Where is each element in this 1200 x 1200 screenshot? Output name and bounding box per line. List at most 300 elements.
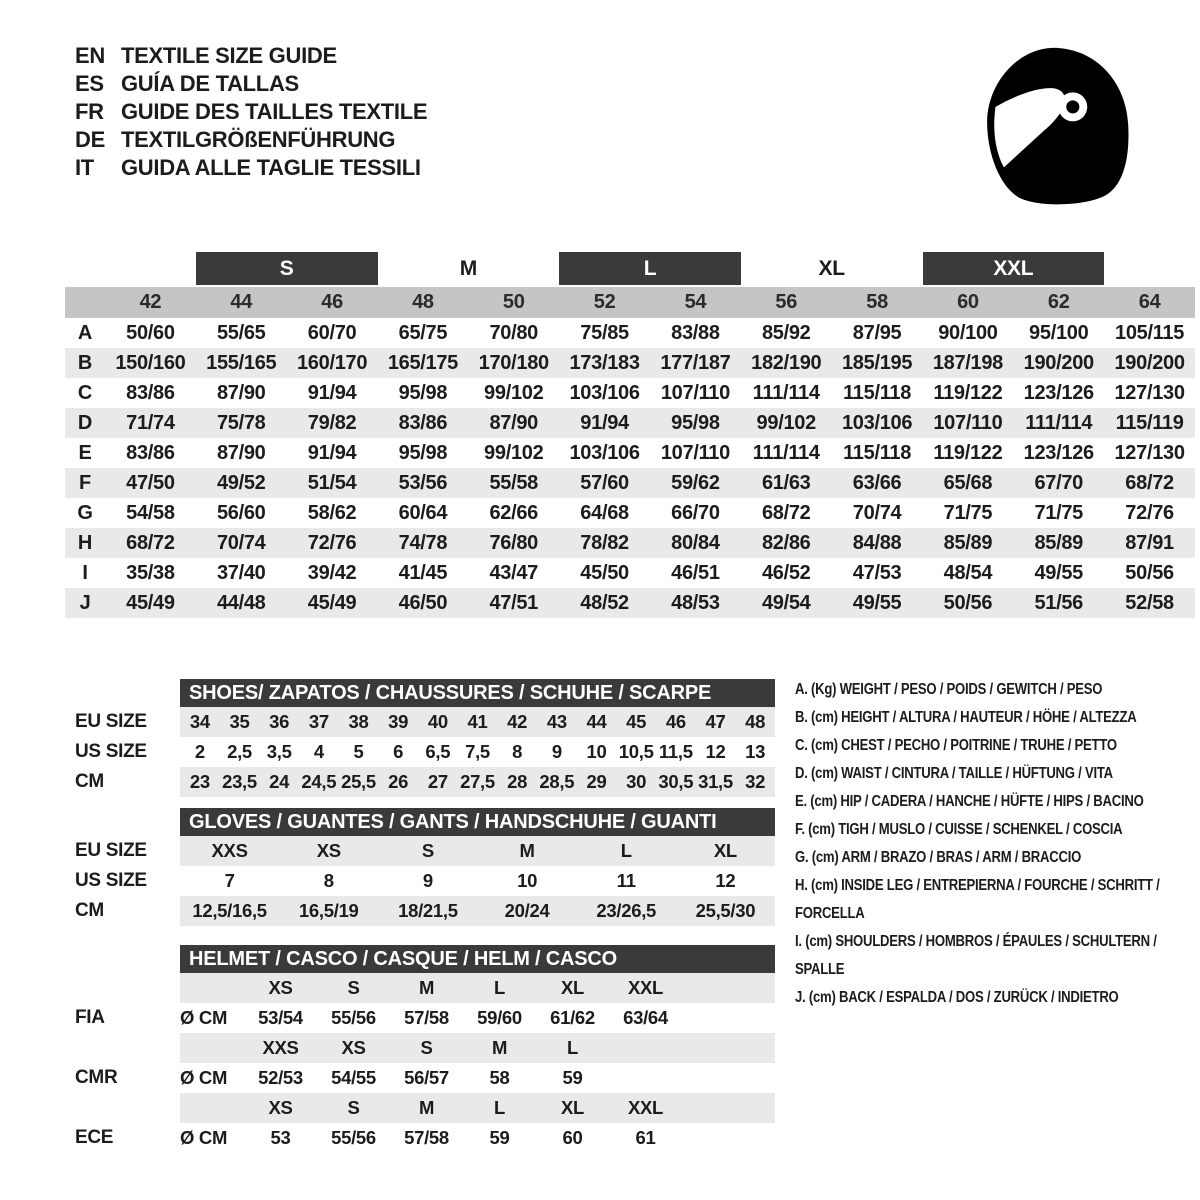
size-value: 82/86 xyxy=(761,531,811,554)
size-value: 155/165 xyxy=(206,351,277,374)
row-label: EU SIZE xyxy=(75,840,147,861)
measure-row-b xyxy=(65,348,1195,378)
language-title-list xyxy=(75,42,427,182)
unit-spacer xyxy=(180,973,244,1003)
size-value: 127/130 xyxy=(1114,381,1185,404)
diameter-unit-label: Ø CM xyxy=(180,1067,228,1088)
size-group-s: S xyxy=(196,252,378,285)
size-value: 30,5 xyxy=(658,771,694,792)
legend-item-e: E. (cm) HIP / CADERA / HANCHE / HÜFTE / HIPS / BACINO xyxy=(795,793,1144,810)
gloves-section-row-us-size xyxy=(75,866,775,896)
helmet-size-value: 53/54 xyxy=(258,1007,303,1028)
standard-label-fia: FIA xyxy=(75,1007,105,1028)
size-value: 177/187 xyxy=(660,351,731,374)
helmet-size-label: M xyxy=(491,1037,508,1058)
size-value: 90/100 xyxy=(938,321,998,344)
numeric-size: 60 xyxy=(957,291,979,313)
size-value: 32 xyxy=(745,771,766,792)
size-value: 55/58 xyxy=(489,471,539,494)
size-value: 107/110 xyxy=(660,441,730,464)
helmet-title: HELMET / CASCO / CASQUE / HELM / CASCO xyxy=(180,945,775,973)
size-value: 72/76 xyxy=(1125,501,1174,524)
numeric-size: 64 xyxy=(1138,291,1161,313)
size-value: 173/183 xyxy=(569,351,640,374)
size-value: 12,5/16,5 xyxy=(192,900,267,921)
size-value: 83/86 xyxy=(398,411,448,434)
size-value: 36 xyxy=(269,711,290,732)
label-column-spacer xyxy=(75,679,180,707)
legend-item-h: H. (cm) INSIDE LEG / ENTREPIERNA / FOURCHE / SCHRITT / FORCELLA xyxy=(795,877,1160,922)
size-value: 182/190 xyxy=(751,351,822,374)
size-value: 71/75 xyxy=(943,501,993,524)
measure-row-a xyxy=(65,318,1195,348)
size-group-row xyxy=(65,252,1195,285)
language-title: TEXTILGRÖßENFÜHRUNG xyxy=(121,127,396,152)
numeric-size: 56 xyxy=(775,291,798,313)
helmet-size-label: S xyxy=(347,977,360,998)
size-value: 47/53 xyxy=(852,561,902,584)
size-value: 111/114 xyxy=(752,381,820,404)
size-value: 47 xyxy=(705,711,726,732)
size-value: 10 xyxy=(586,741,607,762)
size-value: 87/90 xyxy=(489,411,539,434)
size-value: 99/102 xyxy=(484,441,544,464)
size-value: 29 xyxy=(586,771,607,792)
size-value: 165/175 xyxy=(387,351,459,374)
helmet-values xyxy=(180,1123,775,1153)
size-value: 75/85 xyxy=(580,321,629,344)
size-value: 40 xyxy=(427,711,448,732)
size-value: 76/80 xyxy=(489,531,539,554)
legend-item-a: A. (Kg) WEIGHT / PESO / POIDS / GEWITCH / PESO xyxy=(795,681,1103,698)
size-value: 48/54 xyxy=(943,561,993,584)
diameter-unit-label: Ø CM xyxy=(180,1007,228,1028)
size-value: 48/52 xyxy=(580,591,629,614)
helmet-size-label: XS xyxy=(341,1037,366,1058)
size-value: 42 xyxy=(507,711,528,732)
size-value: 83/86 xyxy=(126,381,175,404)
size-value: 53/56 xyxy=(398,471,448,494)
size-value: 123/126 xyxy=(1023,441,1094,464)
size-value: 95/98 xyxy=(671,411,720,434)
size-value: 20/24 xyxy=(504,900,550,921)
size-value: 47/51 xyxy=(489,591,539,614)
row-letter: C xyxy=(77,381,93,404)
shoes-section-values xyxy=(180,767,775,797)
size-value: 58/62 xyxy=(307,501,357,524)
legend-item-g: G. (cm) ARM / BRAZO / BRAS / ARM / BRACCIO xyxy=(795,849,1082,866)
size-value: 30 xyxy=(626,771,647,792)
gloves-section-row-cm xyxy=(75,896,775,926)
helmet-size-label xyxy=(609,1033,682,1063)
shoes-section-title: SHOES/ ZAPATOS / CHAUSSURES / SCHUHE / SCARPE xyxy=(180,679,775,707)
gloves-section-row-eu-size xyxy=(75,836,775,866)
size-value: 18/21,5 xyxy=(398,900,458,921)
shoes-section-values xyxy=(180,707,775,737)
label-column-spacer xyxy=(75,945,180,973)
numeric-size: 46 xyxy=(321,291,343,313)
size-value: 27 xyxy=(427,771,448,792)
size-value: 51/54 xyxy=(307,471,357,494)
numeric-size: 52 xyxy=(593,291,616,313)
helmet-section xyxy=(75,945,775,1153)
helmet-size-value: 53 xyxy=(270,1127,291,1148)
helmet-size-value: 59 xyxy=(489,1127,510,1148)
size-value: 65/75 xyxy=(398,321,448,344)
size-value: 160/170 xyxy=(296,351,368,374)
helmet-values-row-fia xyxy=(75,1003,775,1033)
helmet-size-label: S xyxy=(420,1037,433,1058)
helmet-size-label: L xyxy=(493,977,505,998)
language-title: GUIDE DES TAILLES TEXTILE xyxy=(121,99,428,124)
size-value: 44 xyxy=(586,711,607,732)
helmet-size-label: XL xyxy=(560,1097,585,1118)
size-value: 51/56 xyxy=(1034,591,1084,614)
size-value: 72/76 xyxy=(307,531,357,554)
helmet-size-labels xyxy=(180,973,775,1003)
helmet-size-value: 59 xyxy=(562,1067,583,1088)
helmet-size-label: L xyxy=(566,1037,578,1058)
unit-spacer xyxy=(180,1033,244,1063)
helmet-size-value: 61/62 xyxy=(550,1007,595,1028)
size-value: 78/82 xyxy=(580,531,629,554)
size-value: 61/63 xyxy=(761,471,811,494)
size-value: 35/38 xyxy=(126,561,175,584)
size-value: 170/180 xyxy=(478,351,549,374)
helmet-size-label: L xyxy=(493,1097,505,1118)
size-value: 6 xyxy=(393,741,404,762)
size-value: 5 xyxy=(353,741,364,762)
row-letter: B xyxy=(77,351,93,374)
numeric-size: 62 xyxy=(1047,291,1070,313)
size-value: 75/78 xyxy=(216,411,266,434)
helmet-values xyxy=(180,1063,775,1093)
language-title: GUÍA DE TALLAS xyxy=(121,71,299,96)
size-value: 150/160 xyxy=(115,351,186,374)
size-value: 9 xyxy=(551,741,562,762)
measure-row-g xyxy=(65,498,1195,528)
standard-label-ece: ECE xyxy=(75,1127,114,1148)
measure-row-j xyxy=(65,588,1195,618)
size-value: 24 xyxy=(269,771,290,792)
helmet-size-value: 55/56 xyxy=(331,1127,376,1148)
size-value: 111/114 xyxy=(1025,411,1093,434)
row-label: EU SIZE xyxy=(75,711,147,732)
measure-row-f xyxy=(65,468,1195,498)
helmet-size-value xyxy=(609,1063,682,1093)
measure-row-d xyxy=(65,408,1195,438)
size-value: 84/88 xyxy=(852,531,902,554)
legend-item-i: I. (cm) SHOULDERS / HOMBROS / ÉPAULES / SCHULTERN / SPALLE xyxy=(795,933,1157,978)
size-value: 119/122 xyxy=(933,441,1003,464)
size-value: 68/72 xyxy=(761,501,811,524)
numeric-size: 58 xyxy=(866,291,888,313)
size-value: 47/50 xyxy=(126,471,175,494)
row-label-spacer xyxy=(75,1033,180,1063)
size-value: 49/52 xyxy=(216,471,266,494)
size-value: 67/70 xyxy=(1034,471,1084,494)
size-value: 16,5/19 xyxy=(298,900,359,921)
standard-label-cmr: CMR xyxy=(75,1067,118,1088)
size-value: 111/114 xyxy=(752,441,820,464)
size-value: 46/50 xyxy=(398,591,448,614)
size-value: 3,5 xyxy=(266,741,292,762)
size-value: 9 xyxy=(422,870,433,891)
size-value: 38 xyxy=(348,711,369,732)
row-label: CM xyxy=(75,771,104,792)
size-value: 185/195 xyxy=(841,351,913,374)
size-value: L xyxy=(620,840,632,861)
size-value: 91/94 xyxy=(580,411,629,434)
size-value: 48/53 xyxy=(671,591,720,614)
size-value: 23 xyxy=(189,771,210,792)
size-value: 11,5 xyxy=(658,741,693,762)
size-value: 24,5 xyxy=(301,771,337,792)
language-title: TEXTILE SIZE GUIDE xyxy=(121,43,337,68)
textile-size-table xyxy=(65,252,1195,618)
size-value: 103/106 xyxy=(569,441,640,464)
size-value: 115/118 xyxy=(843,441,912,464)
size-value: 45/49 xyxy=(307,591,357,614)
size-value: 27,5 xyxy=(460,771,495,792)
size-value: 83/88 xyxy=(671,321,720,344)
language-code: IT xyxy=(75,155,94,180)
size-value: 60/64 xyxy=(398,501,448,524)
size-value: 50/56 xyxy=(1125,561,1174,584)
size-value: 45/49 xyxy=(126,591,175,614)
helmet-sizes-row-cmr xyxy=(75,1033,775,1063)
size-value: 64/68 xyxy=(580,501,629,524)
size-group-xl: XL xyxy=(818,256,845,280)
size-value: 99/102 xyxy=(484,381,544,404)
size-value: 70/74 xyxy=(216,531,266,554)
size-value: 2,5 xyxy=(227,741,252,762)
size-value: 52/58 xyxy=(1125,591,1174,614)
language-row-fr xyxy=(75,98,427,126)
size-value: 119/122 xyxy=(933,381,1003,404)
size-value: 105/115 xyxy=(1115,321,1185,344)
size-value: 48 xyxy=(745,711,766,732)
size-value: 49/55 xyxy=(1034,561,1084,584)
size-value: 123/126 xyxy=(1023,381,1094,404)
size-value: 79/82 xyxy=(307,411,357,434)
gloves-section-title-row xyxy=(75,808,775,836)
language-row-it xyxy=(75,154,427,182)
size-value: 50/56 xyxy=(943,591,993,614)
lower-size-sections xyxy=(75,679,775,1153)
size-value: 2 xyxy=(194,741,205,762)
language-row-en xyxy=(75,42,427,70)
size-value: 28 xyxy=(507,771,528,792)
size-value: 107/110 xyxy=(933,411,1003,434)
shoes-section-title-row xyxy=(75,679,775,707)
helmet-size-label: XL xyxy=(560,977,585,998)
numeric-size-row xyxy=(65,287,1195,318)
size-value: 50/60 xyxy=(126,321,175,344)
row-letter: D xyxy=(77,411,93,434)
row-label: CM xyxy=(75,900,104,921)
size-value: 95/98 xyxy=(398,441,448,464)
size-value: 87/91 xyxy=(1125,531,1174,554)
helmet-size-value: 56/57 xyxy=(404,1067,449,1088)
size-value: 60/70 xyxy=(307,321,357,344)
size-value: M xyxy=(519,840,535,861)
row-label-spacer xyxy=(75,1093,180,1123)
helmet-title-row xyxy=(75,945,775,973)
shoes-section-row-cm xyxy=(75,767,775,797)
helmet-size-label: S xyxy=(347,1097,360,1118)
numeric-size: 50 xyxy=(502,291,525,313)
size-value: 26 xyxy=(388,771,409,792)
size-value: 59/62 xyxy=(671,471,720,494)
gloves-section-values xyxy=(180,866,775,896)
size-value: XL xyxy=(713,840,737,861)
row-label: US SIZE xyxy=(75,741,147,762)
size-value: 46 xyxy=(665,711,686,732)
size-group-l: L xyxy=(559,252,741,285)
row-letter: F xyxy=(79,471,91,494)
size-value: XXS xyxy=(211,840,248,861)
size-value: 115/118 xyxy=(843,381,912,404)
size-value: 13 xyxy=(745,741,766,762)
row-letter-spacer xyxy=(65,287,105,318)
size-value: 190/200 xyxy=(1114,351,1185,374)
helmet-size-value: 60 xyxy=(562,1127,583,1148)
size-value: 6,5 xyxy=(425,741,451,762)
size-value: 65/68 xyxy=(943,471,993,494)
numeric-size: 54 xyxy=(684,291,707,313)
size-value: 95/98 xyxy=(398,381,448,404)
size-value: 70/80 xyxy=(489,321,539,344)
language-title: GUIDA ALLE TAGLIE TESSILI xyxy=(121,155,421,180)
size-value: 45 xyxy=(626,711,647,732)
helmet-size-value: 61 xyxy=(635,1127,656,1148)
size-value: 4 xyxy=(313,741,324,762)
size-value: 127/130 xyxy=(1114,441,1185,464)
legend-item-b: B. (cm) HEIGHT / ALTURA / HAUTEUR / HÖHE / ALTEZZA xyxy=(795,709,1137,726)
language-row-de xyxy=(75,126,427,154)
helmet-size-label: XXL xyxy=(627,1097,664,1118)
measure-row-c xyxy=(65,378,1195,408)
gloves-section xyxy=(75,808,775,926)
racing-helmet-icon-svg xyxy=(972,38,1140,206)
size-value: 11 xyxy=(616,870,636,891)
size-value: 103/106 xyxy=(569,381,640,404)
legend-item-c: C. (cm) CHEST / PECHO / POITRINE / TRUHE / PETTO xyxy=(795,737,1117,754)
size-value: 8 xyxy=(512,741,523,762)
size-value: 87/90 xyxy=(216,441,266,464)
size-value: 85/92 xyxy=(761,321,811,344)
helmet-size-value: 55/56 xyxy=(331,1007,376,1028)
unit-spacer xyxy=(180,1093,244,1123)
helmet-size-value: 54/55 xyxy=(331,1067,376,1088)
gloves-section-values xyxy=(180,896,775,926)
row-letter: A xyxy=(77,321,93,344)
size-value: 31,5 xyxy=(698,771,733,792)
size-value: 68/72 xyxy=(126,531,175,554)
size-value: 80/84 xyxy=(671,531,720,554)
size-value: 87/90 xyxy=(216,381,266,404)
helmet-size-label: XS xyxy=(268,1097,293,1118)
helmet-size-label: M xyxy=(418,977,435,998)
language-code: EN xyxy=(75,43,105,68)
size-value: 68/72 xyxy=(1125,471,1174,494)
language-code: ES xyxy=(75,71,104,96)
diameter-unit-label: Ø CM xyxy=(180,1127,228,1148)
shoes-section-row-us-size xyxy=(75,737,775,767)
size-value: 44/48 xyxy=(216,591,266,614)
helmet-size-labels xyxy=(180,1033,775,1063)
size-value: 62/66 xyxy=(489,501,539,524)
helmet-size-value: 52/53 xyxy=(258,1067,303,1088)
size-value: 35 xyxy=(229,711,250,732)
size-value: 41/45 xyxy=(398,561,448,584)
size-value: 103/106 xyxy=(841,411,913,434)
language-code: FR xyxy=(75,99,104,124)
size-value: 49/54 xyxy=(761,591,811,614)
numeric-size: 44 xyxy=(230,291,253,313)
size-value: XS xyxy=(316,840,341,861)
shoes-section xyxy=(75,679,775,797)
size-value: 7,5 xyxy=(465,741,490,762)
helmet-size-labels xyxy=(180,1093,775,1123)
size-value: 41 xyxy=(467,711,488,732)
shoes-section-values xyxy=(180,737,775,767)
helmet-values xyxy=(180,1003,775,1033)
size-value: 10,5 xyxy=(618,741,654,762)
size-value: 49/55 xyxy=(852,591,902,614)
label-column-spacer xyxy=(75,808,180,836)
size-value: 25,5 xyxy=(341,771,376,792)
helmet-size-label: XXL xyxy=(627,977,664,998)
size-value: 8 xyxy=(323,870,334,891)
size-value: 7 xyxy=(224,870,235,891)
size-value: 12 xyxy=(705,741,726,762)
measure-row-h xyxy=(65,528,1195,558)
helmet-values-row-cmr xyxy=(75,1063,775,1093)
size-value: 95/100 xyxy=(1029,321,1089,344)
helmet-values-row-ece xyxy=(75,1123,775,1153)
shoes-section-row-eu-size xyxy=(75,707,775,737)
size-value: 85/89 xyxy=(943,531,993,554)
size-value: 74/78 xyxy=(398,531,448,554)
size-value: 66/70 xyxy=(671,501,720,524)
helmet-sizes-row-ece xyxy=(75,1093,775,1123)
size-value: 190/200 xyxy=(1023,351,1094,374)
size-value: 91/94 xyxy=(307,381,357,404)
size-value: 115/119 xyxy=(1115,411,1184,434)
helmet-size-label: XXS xyxy=(262,1037,299,1058)
helmet-size-value: 59/60 xyxy=(477,1007,522,1028)
size-value: 70/74 xyxy=(852,501,902,524)
helmet-sizes-row-fia xyxy=(75,973,775,1003)
helmet-size-value: 63/64 xyxy=(623,1007,668,1028)
helmet-size-label: XS xyxy=(268,977,293,998)
gloves-section-values xyxy=(180,836,775,866)
size-group-m: M xyxy=(459,256,477,280)
size-value: 91/94 xyxy=(307,441,357,464)
legend-item-f: F. (cm) TIGH / MUSLO / CUISSE / SCHENKEL / COSCIA xyxy=(795,821,1123,838)
legend-item-d: D. (cm) WAIST / CINTURA / TAILLE / HÜFTUNG / VITA xyxy=(795,765,1113,782)
size-value: 187/198 xyxy=(932,351,1004,374)
row-letter: J xyxy=(79,591,91,614)
size-value: 63/66 xyxy=(852,471,902,494)
size-value: 99/102 xyxy=(756,411,816,434)
row-letter: I xyxy=(82,561,88,584)
language-code: DE xyxy=(75,127,105,152)
size-value: 85/89 xyxy=(1034,531,1084,554)
legend-item-j: J. (cm) BACK / ESPALDA / DOS / ZURÜCK / INDIETRO xyxy=(795,989,1119,1006)
